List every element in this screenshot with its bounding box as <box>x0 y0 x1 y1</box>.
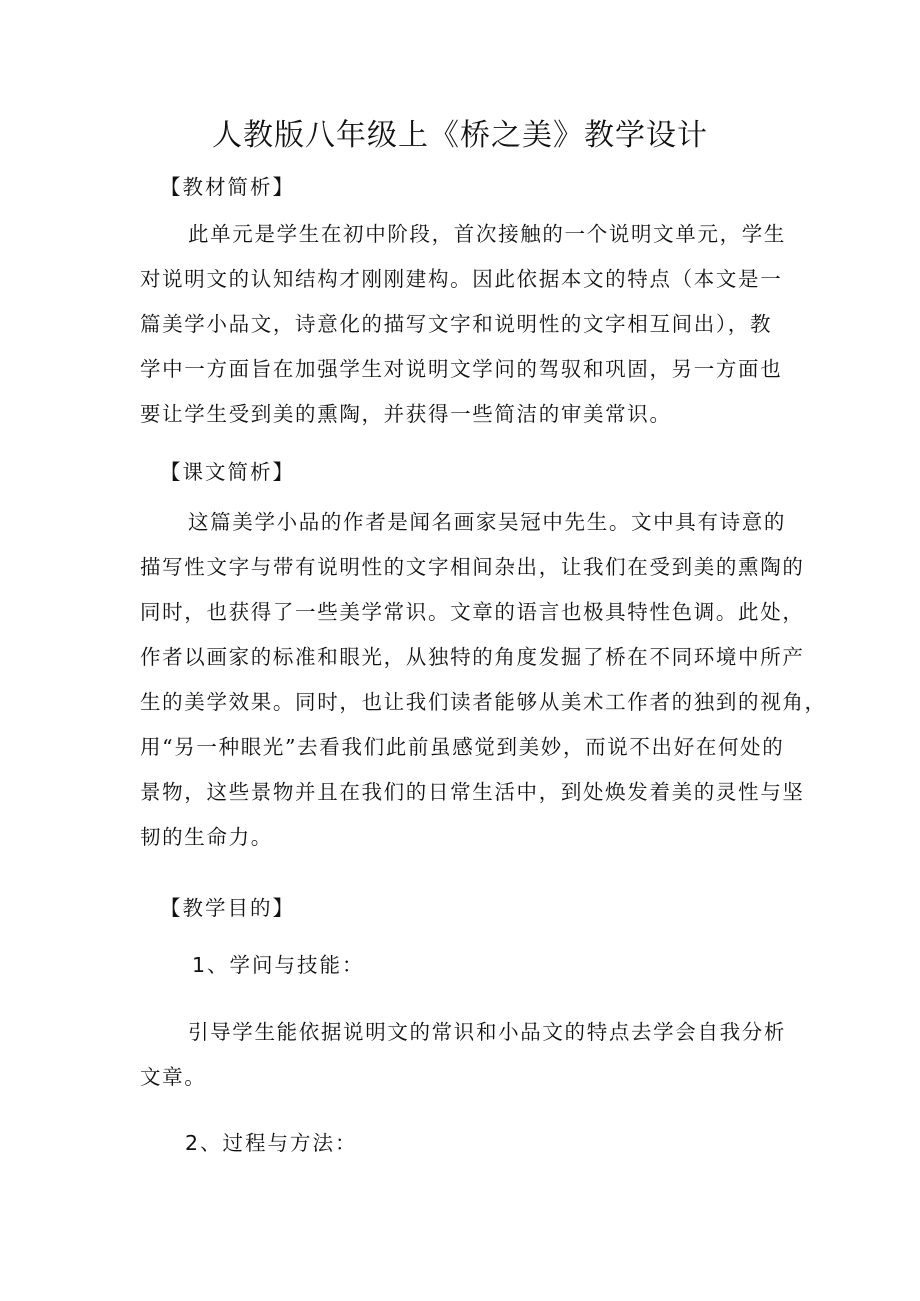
text-line: 作者以画家的标准和眼光，从独特的角度发掘了桥在不同环境中所产 <box>140 645 805 669</box>
text-line: 这篇美学小品的作者是闻名画家吴冠中先生。文中具有诗意的 <box>188 510 787 534</box>
section-heading-text-analysis: 【课文简析】 <box>160 460 295 484</box>
text-line: 文章。 <box>140 1065 207 1089</box>
paragraph-knowledge-skills <box>140 1010 788 1100</box>
text-line: 要让学生受到美的熏陶，并获得一些简洁的审美常识。 <box>140 402 672 426</box>
text-line: 此单元是学生在初中阶段，首次接触的一个说明文单元，学生 <box>188 222 787 246</box>
text-line: 同时，也获得了一些美学常识。文章的语言也极具特性色调。此处， <box>140 600 805 624</box>
section-heading-teaching-objectives: 【教学目的】 <box>160 896 295 920</box>
text-line: 生的美学效果。同时，也让我们读者能够从美术工作者的独到的视角， <box>140 690 827 714</box>
text-line: 描写性文字与带有说明性的文字相间杂出，让我们在受到美的熏陶的 <box>140 555 805 579</box>
text-line: 景物，这些景物并且在我们的日常生活中，到处焕发着美的灵性与坚 <box>140 780 805 804</box>
text-line: 学中一方面旨在加强学生对说明文学问的驾驭和巩固，另一方面也 <box>140 357 783 381</box>
section-heading-textbook-analysis: 【教材简析】 <box>160 175 295 199</box>
text-line: 韧的生命力。 <box>140 825 273 849</box>
objective-label-knowledge-skills: 1、学问与技能： <box>192 953 365 977</box>
text-line: 引导学生能依据说明文的常识和小品文的特点去学会自我分析 <box>188 1020 787 1044</box>
paragraph-textbook-analysis <box>140 212 788 437</box>
document-title: 人教版八年级上《桥之美》教学设计 <box>212 118 708 153</box>
objective-label-process-method: 2、过程与方法： <box>185 1131 358 1155</box>
text-line: 篇美学小品文，诗意化的描写文字和说明性的文字相互间出），教 <box>140 312 773 336</box>
text-line: 用“另一种眼光”去看我们此前虽感觉到美妙，而说不出好在何处的 <box>140 735 785 759</box>
text-line: 对说明文的认知结构才刚刚建构。因此依据本文的特点（本文是一 <box>140 267 783 291</box>
paragraph-text-analysis <box>140 500 827 860</box>
